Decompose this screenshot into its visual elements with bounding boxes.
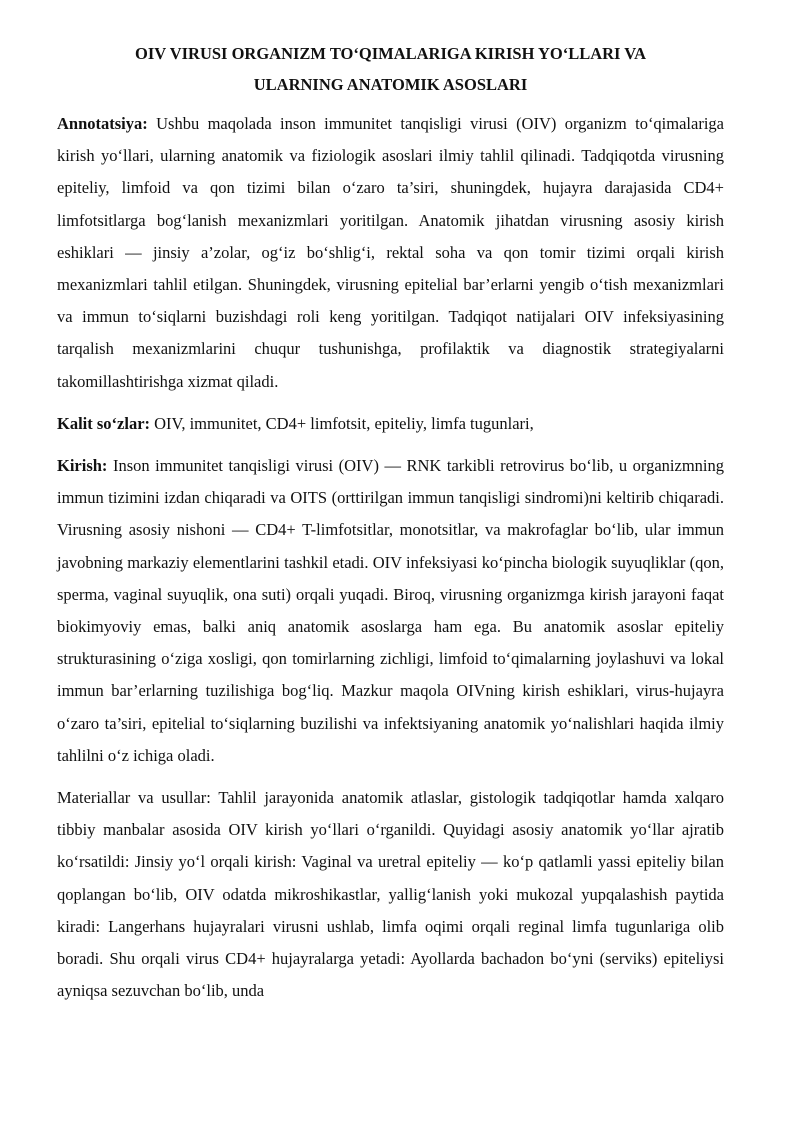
title-line-2: ULARNING ANATOMIK ASOSLARI (253, 75, 528, 94)
keywords-label: Kalit so‘zlar: (57, 413, 151, 433)
methods-text: Materiallar va usullar: Tahlil jarayonida anatomik atlaslar, gistologik tadqiqotlar hamda xalqaro tibbiy manbalar asosida OIV kirish yo‘llari o‘rganildi. Quyidagi asosiy anatomik yo‘llar ajratib ko‘rsatildi: Jinsiy yo‘l orqali kirish: Vaginal va uretral epiteliy — ko‘p qatlamli yassi epiteliy bilan qoplangan bo‘lib, OIV odatda mikroshikastlar, yallig‘lanish yoki mukozal yupqalashish paytida kiradi: Langerhans hujayralari virusni ushlab, limfa oqimi orqali reginal limfa tugunlariga olib boradi. Shu orqali virus CD4+ hujayralarga yetadi: Ayollarda bachadon bo‘yni (serviks) epiteliysi ayniqsa sezuvchan bo‘lib, unda (57, 788, 724, 1001)
keywords-text: OIV, immunitet, CD4+ limfotsit, epiteliy, limfa tugunlari, (150, 413, 534, 433)
introduction-paragraph (57, 450, 724, 772)
introduction-text: Inson immunitet tanqisligi virusi (OIV) — RNK tarkibli retrovirus bo‘lib, u organizmning immun tizimini izdan chiqaradi va OITS (orttirilgan immun tanqisligi sindromi)ni keltirib chiqaradi. Virusning asosiy nishoni — CD4+ T-limfotsitlar, monotsitlar, va makrofaglar bo‘lib, ular immun javobning markaziy elementlarini tashkil etadi. OIV infeksiyasi ko‘pincha biologik suyuqliklar (qon, sperma, vaginal suyuqlik, ona suti) orqali yuqadi. Biroq, virusning organizmga kirish jarayoni faqat biokimyoviy emas, balki aniq anatomik asoslarga ham ega. Bu anatomik asoslar epiteliy strukturasining o‘ziga xosligi, qon tomirlarning zichligi, limfoid to‘qimalarning joylashuvi va lokal immun bar’erlarning tuzilishiga bog‘liq. Mazkur maqola OIVning kirish eshiklari, virus-hujayra o‘zaro ta’siri, epitelial to‘siqlarning buzilishi va infektsiyaning anatomik yo‘nalishlari haqida ilmiy tahlilni o‘z ichiga oladi. (57, 456, 724, 765)
annotation-label: Annotatsiya: (57, 114, 148, 133)
annotation-text: Ushbu maqolada inson immunitet tanqisligi virusi (OIV) organizm to‘qimalariga kirish yo‘llari, ularning anatomik va fiziologik asoslari ilmiy tahlil qilinadi. Tadqiqotda virusning epiteliy, limfoid va qon tizimi bilan o‘zaro ta’siri, shuningdek, hujayra darajasida CD4+ limfotsitlarga bog‘lanish mexanizmlari yoritilgan. Anatomik jihatdan virusning asosiy kirish eshiklari — jinsiy a’zolar, og‘iz bo‘shlig‘i, rektal soha va qon tomir tizimi orqali kirish mexanizmlari tahlil etilgan. Shuningdek, virusning epitelial bar’erlarni yengib o‘tish mexanizmlari va immun to‘siqlarni buzishdagi roli keng yoritilgan. Tadqiqot natijalari OIV infeksiyasining tarqalish mexanizmlarini chuqur tushunishga, profilaktik va diagnostik strategiyalarni takomillashtirishga xizmat qiladi. (57, 114, 724, 391)
methods-paragraph (57, 782, 724, 1007)
document-page (57, 38, 724, 1007)
keywords-paragraph (57, 408, 724, 440)
introduction-label: Kirish: (57, 456, 108, 476)
annotation-paragraph (57, 108, 724, 398)
article-title (57, 38, 724, 100)
title-line-1: OIV VIRUSI ORGANIZM TO‘QIMALARIGA KIRISH YO‘LLARI VA (135, 44, 646, 63)
